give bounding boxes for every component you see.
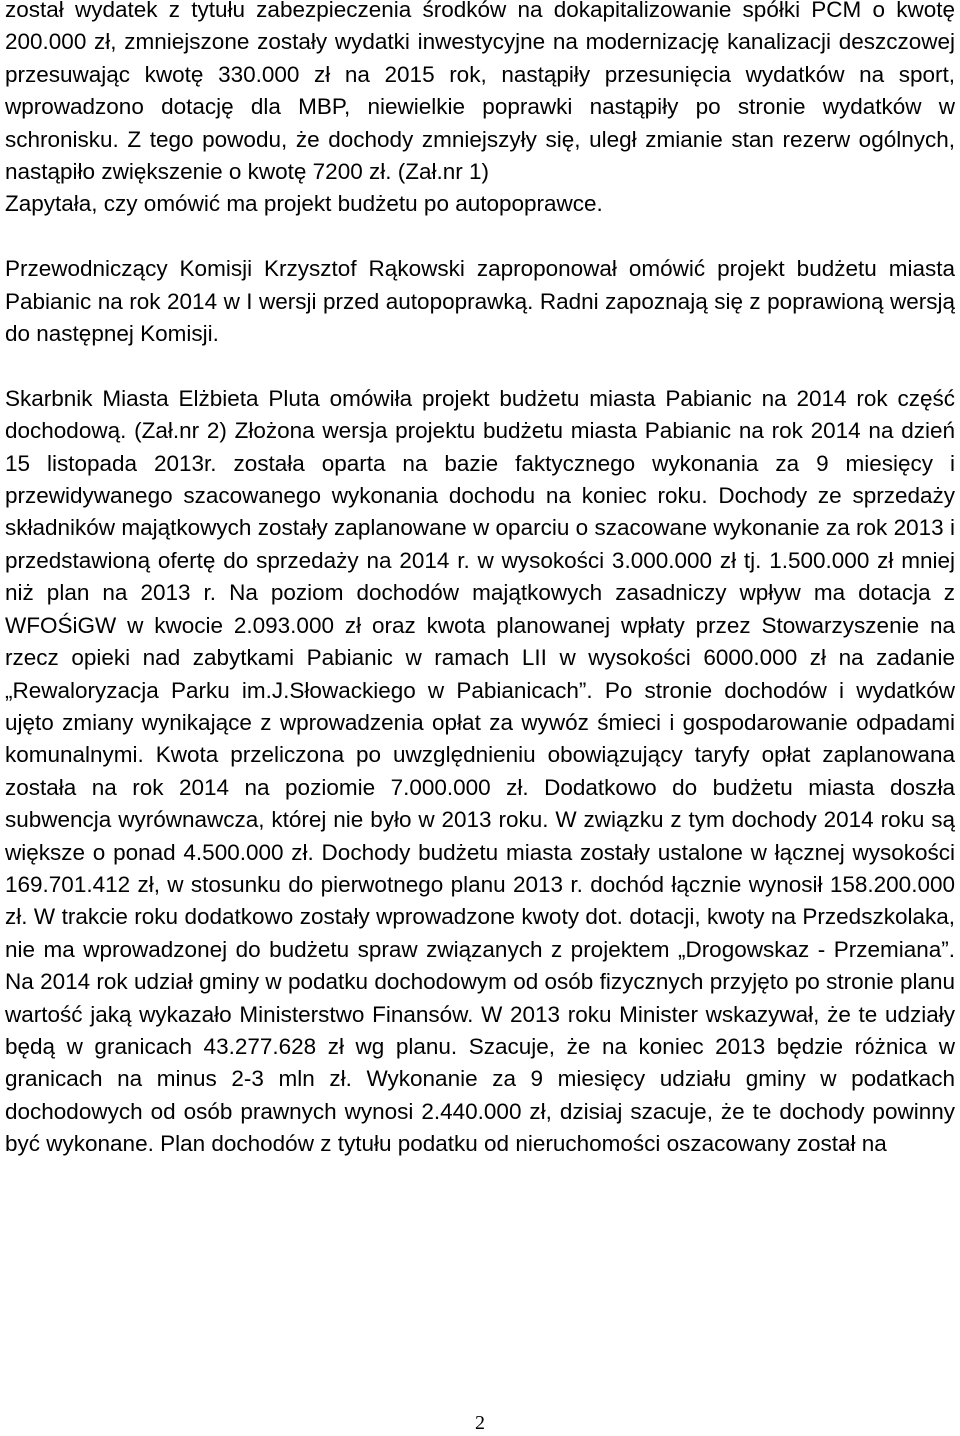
paragraph-spacer (5, 350, 955, 382)
paragraph-budget-changes: został wydatek z tytułu zabezpieczenia środków na dokapitalizowanie spółki PCM o kwotę 200.000 zł, zmniejszone zostały wydatki inwestycyjne na modernizację kanalizacji deszczowej przesuwając kwotę 330.000 zł na 2015 rok, nastąpiły przesunięcia wydatków na sport, wprowadzono dotację dla MBP, niewielkie poprawki nastąpiły po stronie wydatków w schronisku. Z tego powodu, że dochody zmniejszyły się, uległ zmianie stan rezerw ogólnych, nastąpiło zwiększenie o kwotę 7200 zł. (Zał.nr 1) (5, 0, 955, 185)
page-number: 2 (475, 1412, 485, 1434)
paragraph-treasurer-income: Skarbnik Miasta Elżbieta Pluta omówiła projekt budżetu miasta Pabianic na 2014 rok część dochodową. (Zał.nr 2) Złożona wersja projektu budżetu miasta Pabianic na rok 2014 na dzień 15 listopada 2013r. została oparta na bazie faktycznego wykonania za 9 miesięcy i przewidywanego szacowanego wykonania dochodu na koniec roku. Dochody ze sprzedaży składników majątkowych zostały zaplanowane w oparciu o szacowane wykonanie za rok 2013 i przedstawioną ofertę do sprzedaży na 2014 r. w wysokości 3.000.000 zł tj. 1.500.000 zł mniej niż plan na 2013 r. Na poziom dochodów majątkowych zasadniczy wpływ ma dotacja z WFOŚiGW w kwocie 2.093.000 zł oraz kwota planowanej wpłaty przez Stowarzyszenie na rzecz opieki nad zabytkami Pabianic w ramach LII w wysokości 6000.000 zł na zadanie „Rewaloryzacja Parku im.J.Słowackiego w Pabianicach”. Po stronie dochodów i wydatków ujęto zmiany wynikające z wprowadzenia opłat za wywóz śmieci i gospodarowanie odpadami komunalnymi. Kwota przeliczona po uwzględnieniu obowiązujący taryfy opłat zaplanowana została na rok 2014 na poziomie 7.000.000 zł. Dodatkowo do budżetu miasta doszła subwencja wyrównawcza, której nie było w 2013 roku. W związku z tym dochody 2014 roku są większe o ponad 4.500.000 zł. Dochody budżetu miasta zostały ustalone w łącznej wysokości 169.701.412 zł, w stosunku do pierwotnego planu 2013 r. dochód łącznie wynosił 158.200.000 zł. W trakcie roku dodatkowo zostały wprowadzone kwoty dot. dotacji, kwoty na Przedszkolaka, nie ma wprowadzonej do budżetu spraw związanych z projektem „Drogowskaz - Przemiana”. Na 2014 rok udział gminy w podatku dochodowym od osób fizycznych przyjęto po stronie planu wartość jaką wykazało Ministerstwo Finansów. W 2013 roku Minister wskazywał, że te udziały będą w granicach 43.277.628 zł wg planu. Szacuje, że na koniec 2013 będzie różnica w granicach na minus 2-3 mln zł. Wykonanie za 9 miesięcy udziału gminy w podatkach dochodowych od osób prawnych wynosi 2.440.000 zł, dzisiaj szacuje, że te dochody powinny być wykonane. Plan dochodów z tytułu podatku od nieruchomości oszacowany został na (5, 385, 955, 1157)
paragraph-spacer (5, 221, 955, 253)
paragraph-chairman-proposal: Przewodniczący Komisji Krzysztof Rąkowski zaproponował omówić projekt budżetu miasta Pabianic na rok 2014 w I wersji przed autopoprawką. Radni zapoznają się z poprawioną wersją do następnej Komisji. (5, 256, 955, 347)
document-page (5, 0, 955, 1161)
paragraph-question: Zapytała, czy omówić ma projekt budżetu po autopoprawce. (5, 191, 603, 217)
